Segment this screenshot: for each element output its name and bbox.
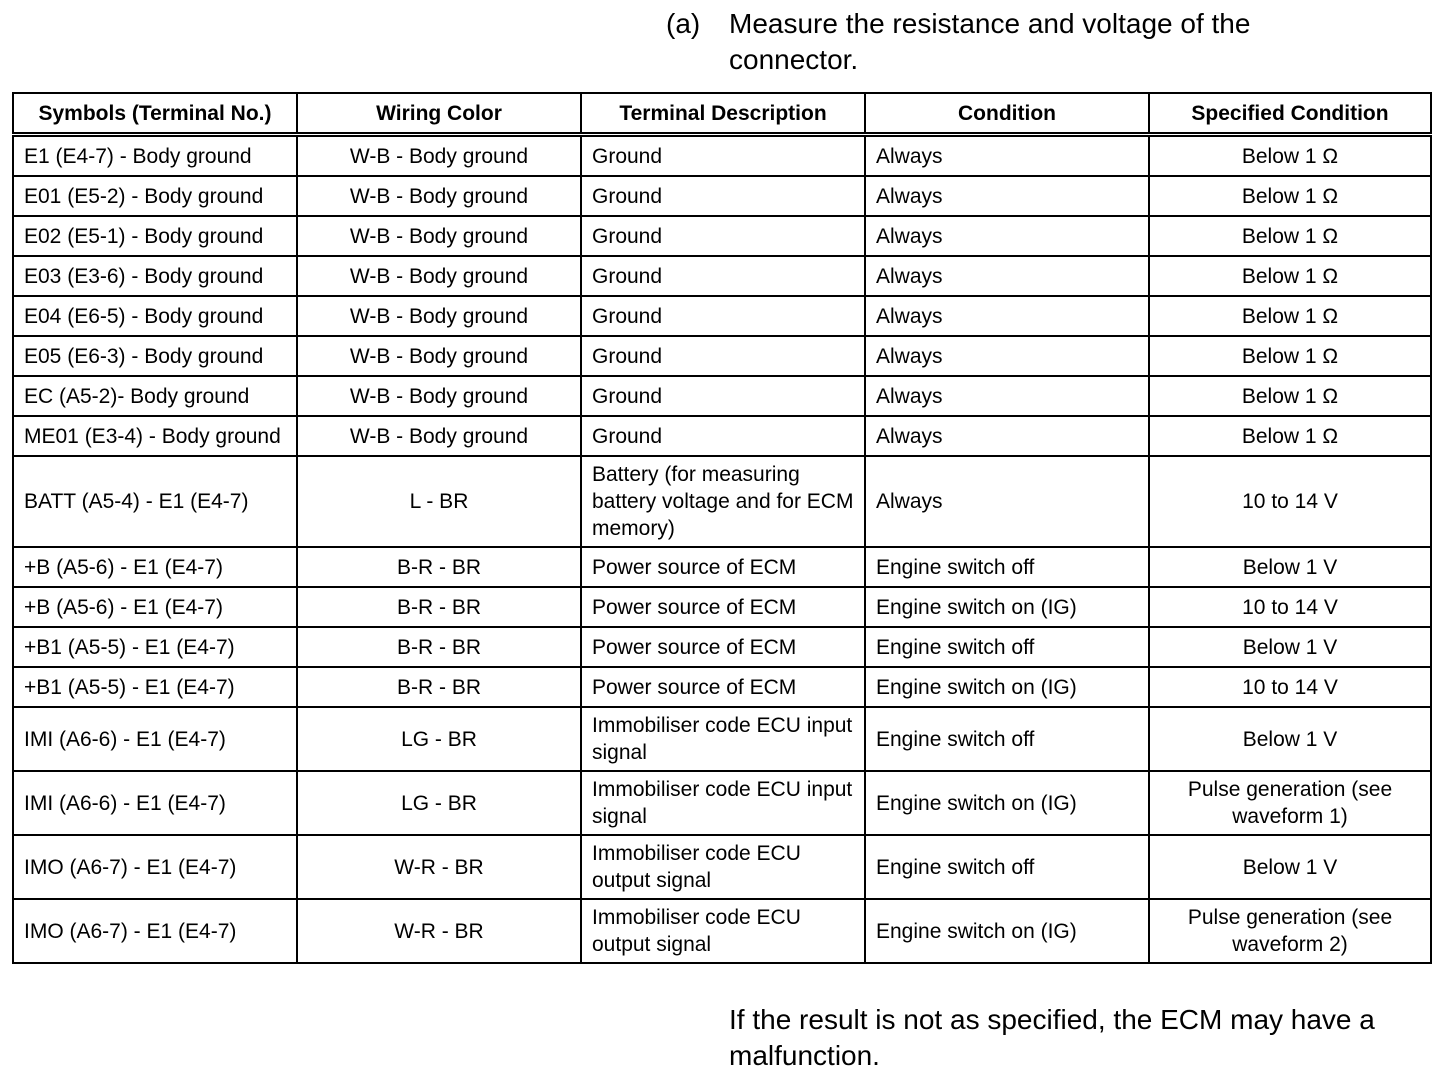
table-row (13, 216, 1431, 256)
header-condition: Condition (865, 93, 1149, 135)
cell-symbols: E02 (E5-1) - Body ground (13, 216, 297, 256)
table-body (13, 135, 1431, 964)
cell-symbols: +B1 (A5-5) - E1 (E4-7) (13, 667, 297, 707)
cell-terminal-description: Ground (581, 336, 865, 376)
table-row (13, 667, 1431, 707)
cell-wiring-color: B-R - BR (297, 627, 581, 667)
cell-specified-condition: 10 to 14 V (1149, 456, 1431, 547)
cell-specified-condition: Below 1 V (1149, 547, 1431, 587)
table-row (13, 256, 1431, 296)
header-wiring-color: Wiring Color (297, 93, 581, 135)
table-row (13, 456, 1431, 547)
cell-terminal-description: Ground (581, 216, 865, 256)
cell-condition: Always (865, 456, 1149, 547)
table-row (13, 707, 1431, 771)
cell-wiring-color: W-B - Body ground (297, 296, 581, 336)
table-row (13, 587, 1431, 627)
cell-symbols: IMI (A6-6) - E1 (E4-7) (13, 707, 297, 771)
table-row (13, 627, 1431, 667)
cell-terminal-description: Ground (581, 416, 865, 456)
cell-terminal-description: Power source of ECM (581, 587, 865, 627)
result-note: If the result is not as specified, the ECM may have a malfunction. (729, 1004, 1375, 1071)
cell-symbols: E1 (E4-7) - Body ground (13, 135, 297, 177)
cell-specified-condition: Pulse generation (see waveform 2) (1149, 899, 1431, 963)
cell-wiring-color: W-B - Body ground (297, 135, 581, 177)
cell-condition: Always (865, 256, 1149, 296)
cell-specified-condition: Below 1 Ω (1149, 216, 1431, 256)
table-row (13, 771, 1431, 835)
cell-wiring-color: W-B - Body ground (297, 376, 581, 416)
cell-condition: Engine switch off (865, 835, 1149, 899)
cell-condition: Engine switch on (IG) (865, 899, 1149, 963)
cell-terminal-description: Immobiliser code ECU output signal (581, 899, 865, 963)
cell-specified-condition: Pulse generation (see waveform 1) (1149, 771, 1431, 835)
table-row (13, 547, 1431, 587)
cell-condition: Always (865, 416, 1149, 456)
cell-terminal-description: Immobiliser code ECU input signal (581, 707, 865, 771)
cell-wiring-color: W-B - Body ground (297, 416, 581, 456)
cell-condition: Engine switch off (865, 627, 1149, 667)
header-specified-condition: Specified Condition (1149, 93, 1431, 135)
table-row (13, 176, 1431, 216)
cell-specified-condition: Below 1 Ω (1149, 336, 1431, 376)
header-symbols: Symbols (Terminal No.) (13, 93, 297, 135)
cell-symbols: BATT (A5-4) - E1 (E4-7) (13, 456, 297, 547)
table-row (13, 296, 1431, 336)
cell-terminal-description: Immobiliser code ECU input signal (581, 771, 865, 835)
cell-symbols: E05 (E6-3) - Body ground (13, 336, 297, 376)
table-header-row (13, 93, 1431, 135)
cell-wiring-color: B-R - BR (297, 667, 581, 707)
cell-wiring-color: LG - BR (297, 771, 581, 835)
cell-terminal-description: Ground (581, 176, 865, 216)
cell-terminal-description: Power source of ECM (581, 627, 865, 667)
cell-wiring-color: W-R - BR (297, 899, 581, 963)
cell-specified-condition: Below 1 Ω (1149, 176, 1431, 216)
step-text: Measure the resistance and voltage of the connector. (729, 8, 1251, 75)
cell-symbols: E01 (E5-2) - Body ground (13, 176, 297, 216)
cell-condition: Engine switch off (865, 547, 1149, 587)
cell-symbols: E03 (E3-6) - Body ground (13, 256, 297, 296)
cell-specified-condition: Below 1 Ω (1149, 256, 1431, 296)
table-row (13, 835, 1431, 899)
terminal-table-container (12, 92, 1430, 964)
cell-wiring-color: W-B - Body ground (297, 336, 581, 376)
cell-terminal-description: Battery (for measuring battery voltage and for ECM memory) (581, 456, 865, 547)
cell-wiring-color: LG - BR (297, 707, 581, 771)
cell-condition: Always (865, 135, 1149, 177)
cell-specified-condition: Below 1 V (1149, 835, 1431, 899)
cell-specified-condition: 10 to 14 V (1149, 587, 1431, 627)
cell-wiring-color: W-B - Body ground (297, 216, 581, 256)
header-terminal-description: Terminal Description (581, 93, 865, 135)
cell-terminal-description: Ground (581, 135, 865, 177)
cell-condition: Engine switch off (865, 707, 1149, 771)
cell-specified-condition: Below 1 Ω (1149, 376, 1431, 416)
cell-condition: Always (865, 216, 1149, 256)
cell-wiring-color: B-R - BR (297, 547, 581, 587)
table-row (13, 336, 1431, 376)
cell-symbols: IMO (A6-7) - E1 (E4-7) (13, 899, 297, 963)
cell-symbols: EC (A5-2)- Body ground (13, 376, 297, 416)
cell-specified-condition: Below 1 V (1149, 707, 1431, 771)
cell-terminal-description: Power source of ECM (581, 667, 865, 707)
table-row (13, 899, 1431, 963)
step-label: (a) (666, 8, 701, 39)
table-row (13, 376, 1431, 416)
cell-wiring-color: L - BR (297, 456, 581, 547)
cell-terminal-description: Ground (581, 296, 865, 336)
cell-symbols: E04 (E6-5) - Body ground (13, 296, 297, 336)
cell-terminal-description: Immobiliser code ECU output signal (581, 835, 865, 899)
cell-wiring-color: W-R - BR (297, 835, 581, 899)
cell-symbols: +B (A5-6) - E1 (E4-7) (13, 587, 297, 627)
cell-symbols: ME01 (E3-4) - Body ground (13, 416, 297, 456)
cell-wiring-color: W-B - Body ground (297, 176, 581, 216)
table-row (13, 135, 1431, 177)
cell-condition: Always (865, 376, 1149, 416)
cell-terminal-description: Ground (581, 376, 865, 416)
cell-condition: Engine switch on (IG) (865, 667, 1149, 707)
cell-symbols: IMI (A6-6) - E1 (E4-7) (13, 771, 297, 835)
terminal-table (12, 92, 1432, 964)
cell-terminal-description: Power source of ECM (581, 547, 865, 587)
cell-specified-condition: Below 1 Ω (1149, 416, 1431, 456)
cell-condition: Engine switch on (IG) (865, 771, 1149, 835)
cell-specified-condition: Below 1 V (1149, 627, 1431, 667)
cell-symbols: IMO (A6-7) - E1 (E4-7) (13, 835, 297, 899)
cell-specified-condition: 10 to 14 V (1149, 667, 1431, 707)
cell-terminal-description: Ground (581, 256, 865, 296)
cell-specified-condition: Below 1 Ω (1149, 296, 1431, 336)
cell-symbols: +B1 (A5-5) - E1 (E4-7) (13, 627, 297, 667)
cell-wiring-color: B-R - BR (297, 587, 581, 627)
cell-condition: Engine switch on (IG) (865, 587, 1149, 627)
cell-condition: Always (865, 296, 1149, 336)
cell-condition: Always (865, 176, 1149, 216)
cell-wiring-color: W-B - Body ground (297, 256, 581, 296)
cell-condition: Always (865, 336, 1149, 376)
cell-symbols: +B (A5-6) - E1 (E4-7) (13, 547, 297, 587)
table-row (13, 416, 1431, 456)
cell-specified-condition: Below 1 Ω (1149, 135, 1431, 177)
